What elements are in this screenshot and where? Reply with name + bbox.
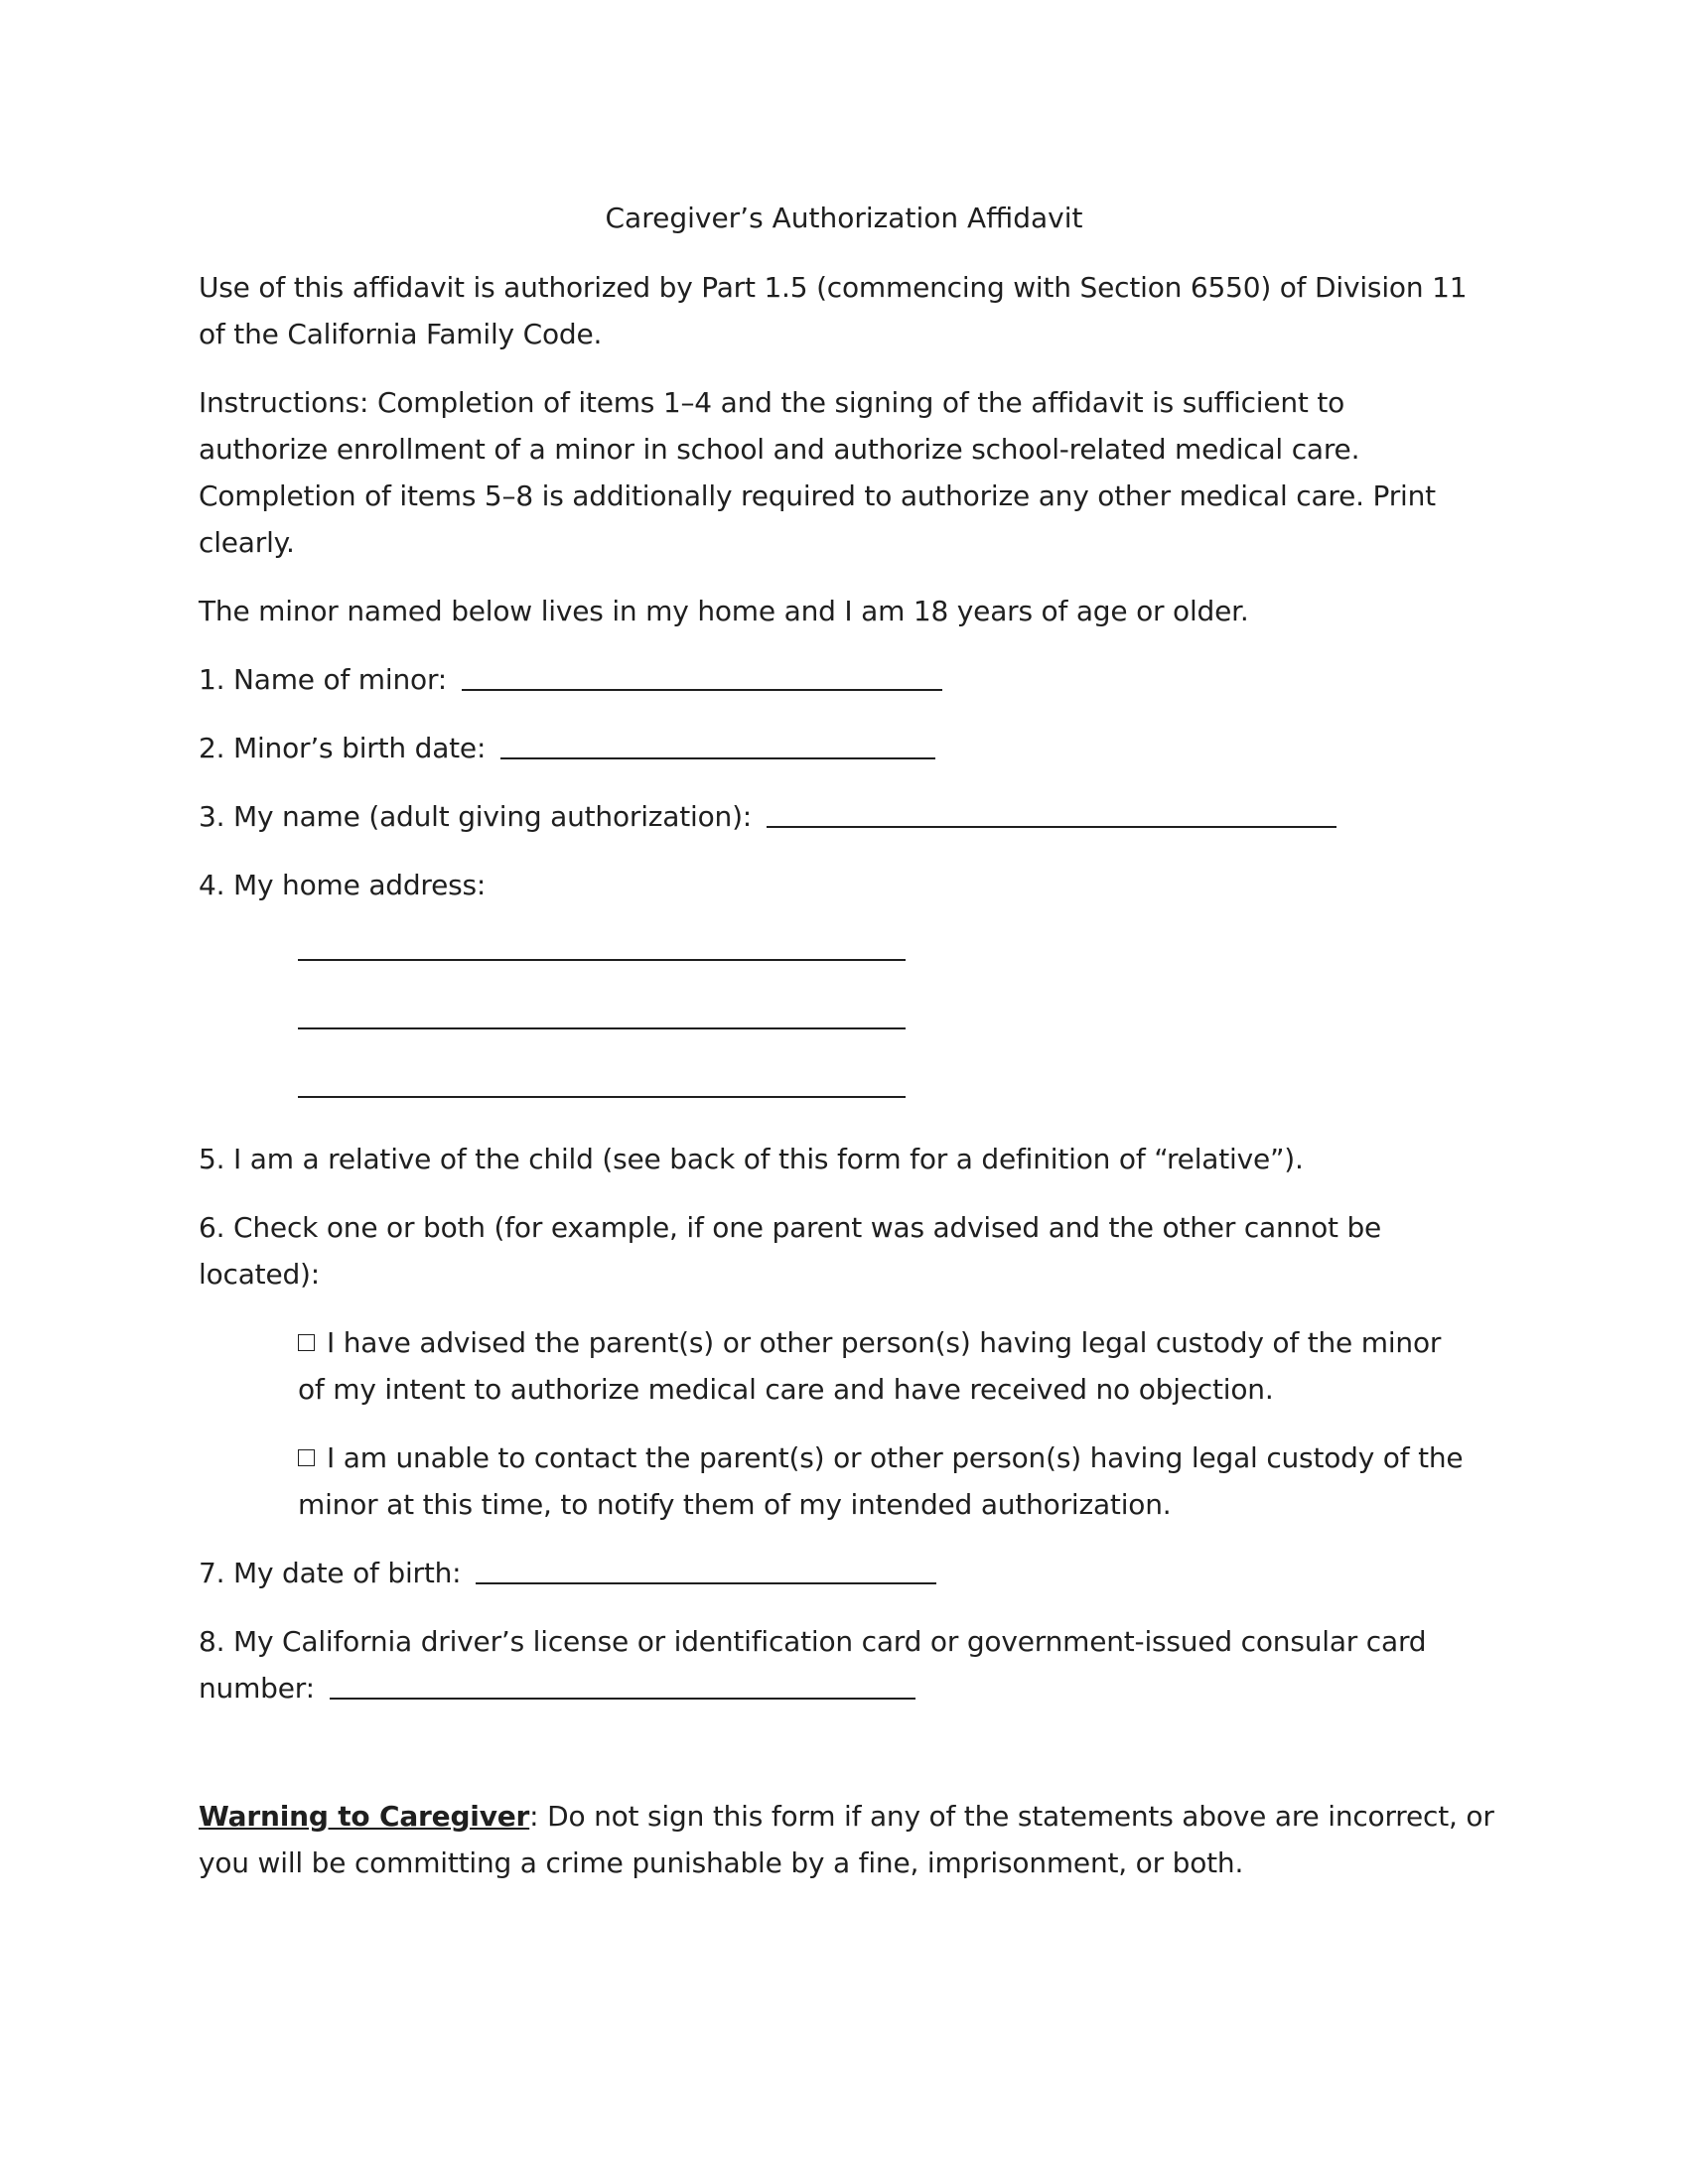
intro-line-2: of the California Family Code. <box>199 318 603 350</box>
item-8-line-1: 8. My California driver’s license or identification card or government-issued consular card <box>199 1625 1427 1658</box>
item-7-date-of-birth <box>199 1550 1489 1596</box>
warning-paragraph <box>199 1793 1494 1886</box>
item-5-text: 5. I am a relative of the child (see back of this form for a definition of “relative”). <box>199 1143 1304 1175</box>
item-2-minor-birth-date <box>199 725 1489 771</box>
id-number-field[interactable] <box>330 1668 915 1700</box>
instructions-line-3: Completion of items 5–8 is additionally required to authorize any other medical care. Print <box>199 479 1436 512</box>
item-6-check-one <box>199 1204 1489 1297</box>
address-line-1-field[interactable] <box>298 959 906 961</box>
minor-birth-date-field[interactable] <box>500 728 935 759</box>
advised-parents-checkbox[interactable] <box>298 1334 315 1351</box>
intro-paragraph <box>199 264 1489 357</box>
item-8-line-2: number: <box>199 1672 315 1705</box>
document-title: Caregiver’s Authorization Affidavit <box>605 202 1083 234</box>
address-line-3-field[interactable] <box>298 1096 906 1098</box>
item-6-line-2: located): <box>199 1258 320 1291</box>
intro-line-1: Use of this affidavit is authorized by Part 1.5 (commencing with Section 6550) of Division 11 <box>199 271 1468 304</box>
instructions-line-1: Instructions: Completion of items 1–4 and the signing of the affidavit is sufficient to <box>199 386 1345 419</box>
warning-line-2: you will be committing a crime punishable by a fine, imprisonment, or both. <box>199 1846 1244 1879</box>
option-1-line-1: I have advised the parent(s) or other person(s) having legal custody of the minor <box>327 1326 1442 1359</box>
item-4-home-address <box>199 862 1489 908</box>
instructions-line-2: authorize enrollment of a minor in school and authorize school-related medical care. <box>199 433 1360 466</box>
item-4-label: 4. My home address: <box>199 869 487 901</box>
item-3-my-name <box>199 793 1489 840</box>
item-2-label: 2. Minor’s birth date: <box>199 732 487 764</box>
warning-line-1: : Do not sign this form if any of the statements above are incorrect, or <box>529 1800 1494 1833</box>
address-line-2-field[interactable] <box>298 1027 906 1029</box>
option-advised-parents <box>298 1319 1489 1413</box>
warning-label: Warning to Caregiver <box>199 1800 530 1833</box>
residency-statement <box>199 588 1489 634</box>
option-2-line-1: I am unable to contact the parent(s) or other person(s) having legal custody of the <box>327 1441 1464 1474</box>
unable-to-contact-checkbox[interactable] <box>298 1449 315 1466</box>
adult-name-field[interactable] <box>767 796 1336 828</box>
item-3-label: 3. My name (adult giving authorization): <box>199 800 753 833</box>
option-unable-to-contact <box>298 1434 1489 1528</box>
name-of-minor-field[interactable] <box>462 659 942 691</box>
caregiver-date-of-birth-field[interactable] <box>476 1553 936 1584</box>
item-1-name-of-minor <box>199 656 1489 703</box>
item-7-label: 7. My date of birth: <box>199 1557 462 1589</box>
item-5-relative <box>199 1136 1489 1182</box>
option-1-line-2: of my intent to authorize medical care and have received no objection. <box>298 1373 1274 1406</box>
residency-statement-text: The minor named below lives in my home and I am 18 years of age or older. <box>199 595 1249 627</box>
affidavit-page <box>199 0 1494 2184</box>
option-2-line-2: minor at this time, to notify them of my intended authorization. <box>298 1488 1172 1521</box>
instructions-line-4: clearly. <box>199 526 295 559</box>
item-1-label: 1. Name of minor: <box>199 663 447 696</box>
item-6-line-1: 6. Check one or both (for example, if one parent was advised and the other cannot be <box>199 1211 1382 1244</box>
instructions-paragraph <box>199 379 1489 566</box>
item-8-id-number <box>199 1618 1489 1711</box>
